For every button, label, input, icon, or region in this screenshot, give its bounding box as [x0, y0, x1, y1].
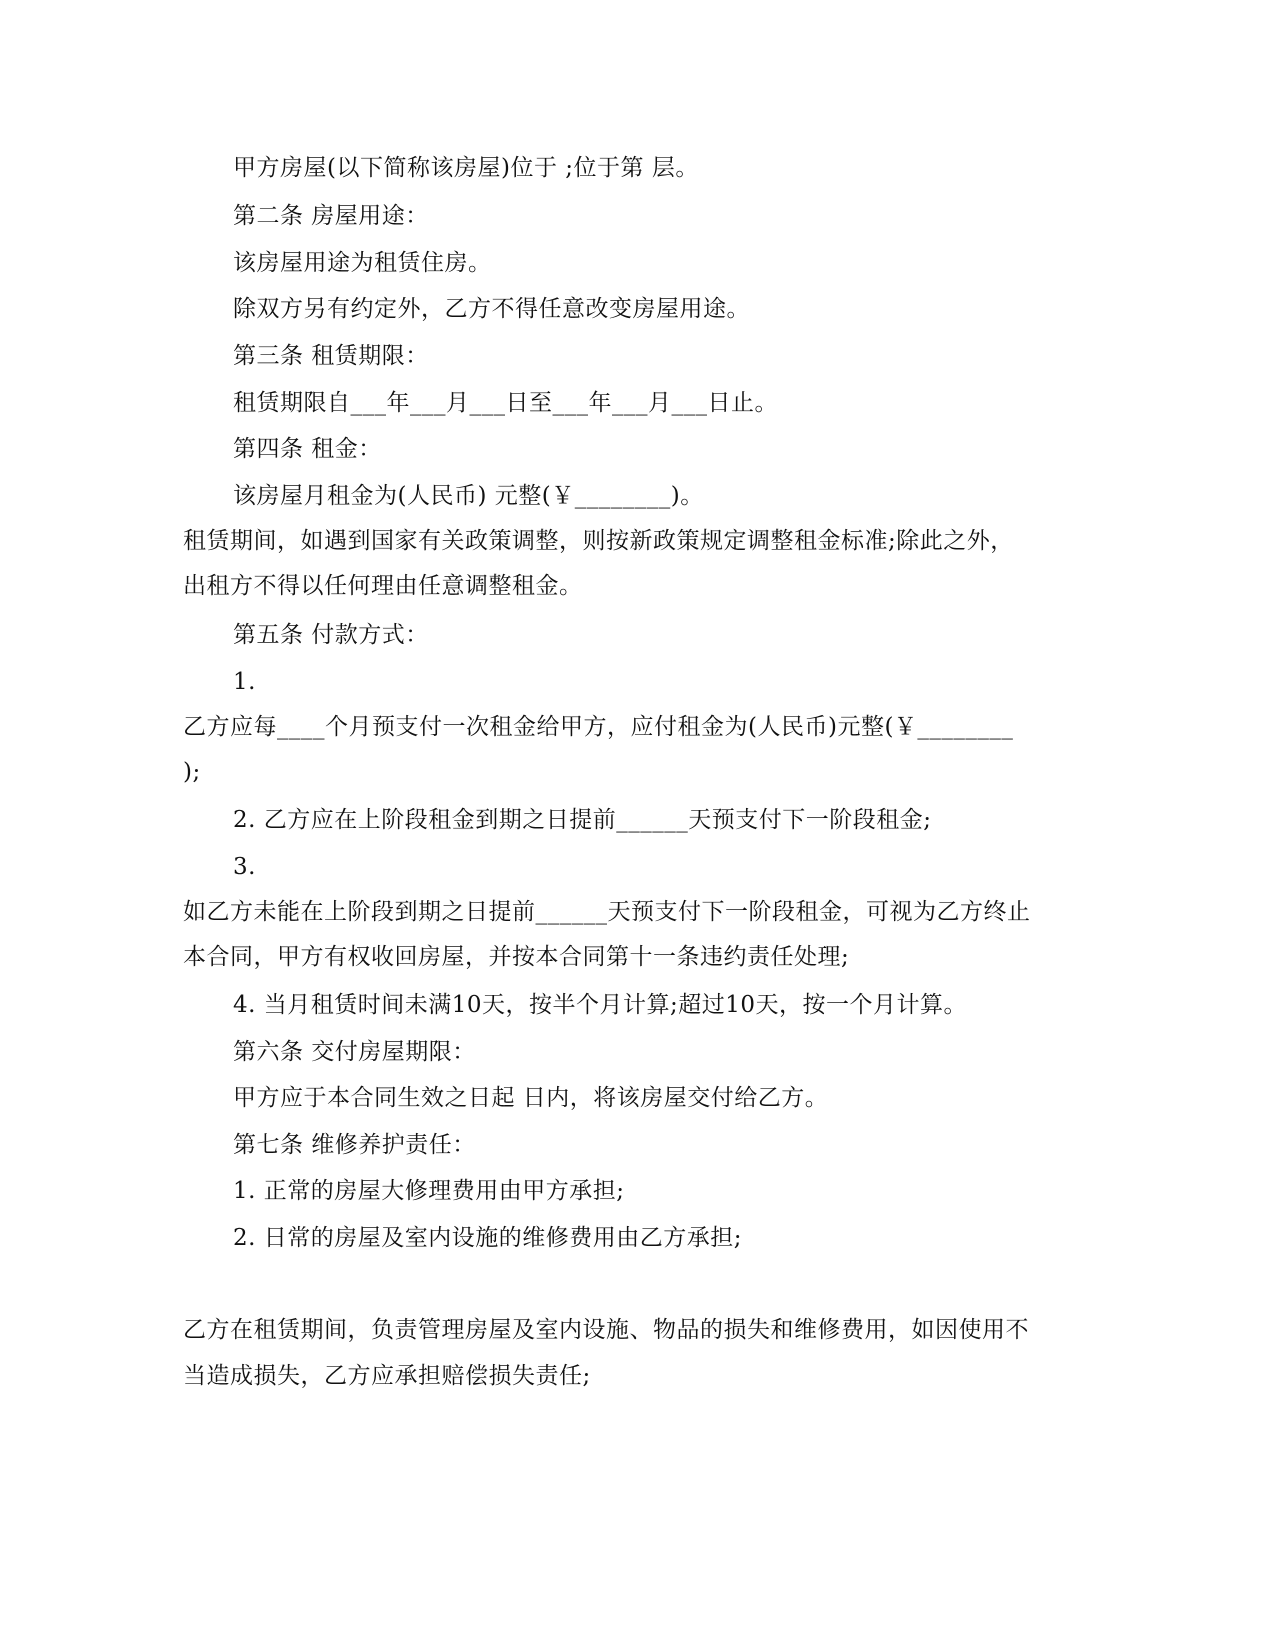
- heading-article-3: 第三条 租赁期限：: [233, 343, 429, 369]
- paragraph-term: 租赁期限自___年___月___日至___年___月___日止。: [233, 390, 778, 416]
- paragraph-rent-amount: 该房屋月租金为(人民币) 元整(￥________)。: [233, 483, 704, 509]
- paragraph-payment-4: 4. 当月租赁时间未满10天，按半个月计算;超过10天，按一个月计算。: [233, 992, 968, 1018]
- paragraph-location: 甲方房屋(以下简称该房屋)位于 ;位于第 层。: [233, 155, 699, 181]
- heading-article-4: 第四条 租金：: [233, 436, 382, 462]
- paragraph-payment-3b: 本合同，甲方有权收回房屋，并按本合同第十一条违约责任处理;: [183, 944, 850, 970]
- paragraph-repair-2: 2. 日常的房屋及室内设施的维修费用由乙方承担;: [233, 1225, 743, 1251]
- list-marker-1: 1.: [233, 669, 256, 695]
- paragraph-repair-1: 1. 正常的房屋大修理费用由甲方承担;: [233, 1178, 625, 1204]
- paragraph-rent-adjust-1: 租赁期间，如遇到国家有关政策调整，则按新政策规定调整租金标准;除此之外，: [183, 528, 1014, 554]
- paragraph-rent-adjust-2: 出租方不得以任何理由任意调整租金。: [183, 573, 583, 599]
- heading-article-2: 第二条 房屋用途：: [233, 203, 429, 229]
- paragraph-payment-2: 2. 乙方应在上阶段租金到期之日提前______天预支付下一阶段租金;: [233, 807, 932, 833]
- paragraph-payment-1a: 乙方应每____个月预支付一次租金给甲方，应付租金为(人民币)元整(￥________: [183, 714, 1014, 740]
- paragraph-usage-restrict: 除双方另有约定外，乙方不得任意改变房屋用途。: [233, 296, 750, 322]
- paragraph-delivery: 甲方应于本合同生效之日起 日内，将该房屋交付给乙方。: [233, 1085, 829, 1111]
- paragraph-payment-3a: 如乙方未能在上阶段到期之日提前______天预支付下一阶段租金，可视为乙方终止: [183, 899, 1031, 925]
- heading-article-5: 第五条 付款方式：: [233, 622, 429, 648]
- heading-article-6: 第六条 交付房屋期限：: [233, 1039, 476, 1065]
- paragraph-usage: 该房屋用途为租赁住房。: [233, 250, 492, 276]
- heading-article-7: 第七条 维修养护责任：: [233, 1132, 476, 1158]
- paragraph-payment-1b: );: [183, 759, 201, 785]
- paragraph-repair-3a: 乙方在租赁期间，负责管理房屋及室内设施、物品的损失和维修费用，如因使用不: [183, 1317, 1029, 1343]
- paragraph-repair-3b: 当造成损失，乙方应承担赔偿损失责任;: [183, 1363, 591, 1389]
- list-marker-3: 3.: [233, 854, 256, 880]
